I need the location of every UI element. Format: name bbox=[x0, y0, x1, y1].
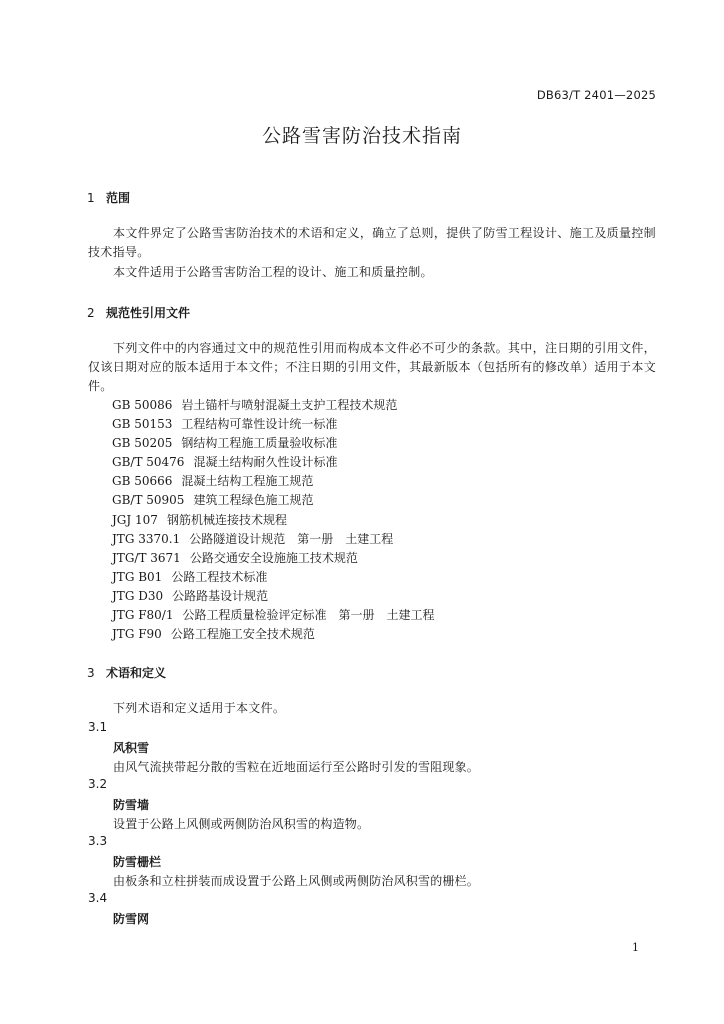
document-title: 公路雪害防治技术指南 bbox=[261, 125, 462, 147]
section-heading-terms bbox=[87, 664, 166, 681]
term-number: 3.1 bbox=[88, 720, 108, 734]
page-number: 1 bbox=[632, 941, 639, 954]
term-definition: 由板条和立柱拼装而成设置于公路上风侧或两侧防治风积雪的栅栏。 bbox=[113, 874, 480, 888]
references-intro: 下列文件中的内容通过文中的规范性引用而构成本文件必不可少的条款。其中，注日期的引用文件，仅该日期对应的版本适用于本文件；不注日期的引用文件，其最新版本（包括所有的修改单）适用于本文件。 bbox=[88, 341, 656, 393]
reference-name: 工程结构可靠性设计统一标准 bbox=[181, 417, 338, 432]
term-number: 3.3 bbox=[88, 834, 108, 848]
reference-item bbox=[112, 415, 435, 434]
reference-item bbox=[112, 549, 435, 568]
reference-item bbox=[112, 587, 435, 606]
term-definition: 设置于公路上风侧或两侧防治风积雪的构造物。 bbox=[113, 817, 370, 831]
reference-item bbox=[112, 511, 435, 530]
reference-item bbox=[112, 453, 435, 472]
reference-name: 公路工程施工安全技术规范 bbox=[170, 627, 315, 642]
reference-code: JTG 3370.1 bbox=[112, 531, 181, 546]
reference-name: 公路隧道设计规范 第一册 土建工程 bbox=[189, 531, 394, 546]
reference-name: 公路工程技术标准 bbox=[171, 569, 268, 584]
scope-paragraph-2: 本文件适用于公路雪害防治工程的设计、施工和质量控制。 bbox=[113, 265, 433, 279]
reference-item bbox=[112, 606, 435, 625]
reference-item bbox=[112, 625, 435, 644]
reference-code: JTG F80/1 bbox=[112, 608, 174, 623]
reference-code: JTG F90 bbox=[112, 627, 162, 642]
term-name: 防雪墙 bbox=[113, 798, 150, 812]
term-name: 风积雪 bbox=[113, 741, 150, 755]
term-number: 3.4 bbox=[88, 891, 108, 905]
reference-code: JTG D30 bbox=[112, 588, 164, 603]
section-title: 范围 bbox=[106, 191, 131, 205]
term-name: 防雪网 bbox=[113, 912, 150, 926]
scope-paragraph-1: 本文件界定了公路雪害防治技术的术语和定义，确立了总则，提供了防雪工程设计、施工及质量控制技术指导。 bbox=[88, 226, 656, 259]
reference-item bbox=[112, 530, 435, 549]
reference-code: GB/T 50476 bbox=[112, 455, 185, 470]
reference-item bbox=[112, 396, 435, 415]
section-heading-scope bbox=[87, 189, 130, 206]
reference-name: 混凝土结构工程施工规范 bbox=[181, 474, 314, 489]
reference-list bbox=[112, 396, 435, 644]
reference-name: 岩土锚杆与喷射混凝土支护工程技术规范 bbox=[181, 398, 398, 412]
section-number: 2 bbox=[87, 306, 95, 320]
reference-name: 公路工程质量检验评定标准 第一册 土建工程 bbox=[182, 608, 435, 623]
reference-name: 公路交通安全设施施工技术规范 bbox=[189, 550, 358, 565]
reference-item bbox=[112, 568, 435, 587]
reference-name: 建筑工程绿色施工规范 bbox=[193, 493, 314, 508]
reference-code: JTG/T 3671 bbox=[112, 550, 181, 565]
standard-code: DB63/T 2401—2025 bbox=[536, 88, 656, 102]
section-title: 术语和定义 bbox=[106, 666, 167, 680]
reference-code: GB/T 50905 bbox=[112, 493, 185, 508]
terms-intro: 下列术语和定义适用于本文件。 bbox=[113, 701, 286, 715]
section-heading-references bbox=[87, 304, 190, 321]
reference-code: GB 50666 bbox=[112, 474, 173, 489]
section-number: 1 bbox=[87, 191, 95, 205]
reference-name: 钢结构工程施工质量验收标准 bbox=[181, 436, 338, 451]
term-number: 3.2 bbox=[88, 777, 108, 791]
reference-item bbox=[112, 491, 435, 510]
reference-code: GB 50205 bbox=[112, 436, 173, 451]
reference-name: 公路路基设计规范 bbox=[172, 588, 269, 603]
reference-item bbox=[112, 472, 435, 491]
reference-code: JGJ 107 bbox=[112, 512, 158, 527]
reference-code: JTG B01 bbox=[112, 569, 163, 584]
term-definition: 由风气流挟带起分散的雪粒在近地面运行至公路时引发的雪阻现象。 bbox=[113, 760, 480, 774]
section-title: 规范性引用文件 bbox=[106, 306, 191, 320]
reference-item bbox=[112, 434, 435, 453]
reference-name: 混凝土结构耐久性设计标准 bbox=[193, 455, 338, 470]
term-name: 防雪栅栏 bbox=[113, 855, 162, 869]
reference-name: 钢筋机械连接技术规程 bbox=[166, 512, 287, 527]
section-number: 3 bbox=[87, 666, 95, 680]
reference-code: GB 50086 bbox=[112, 398, 173, 412]
reference-code: GB 50153 bbox=[112, 417, 173, 432]
